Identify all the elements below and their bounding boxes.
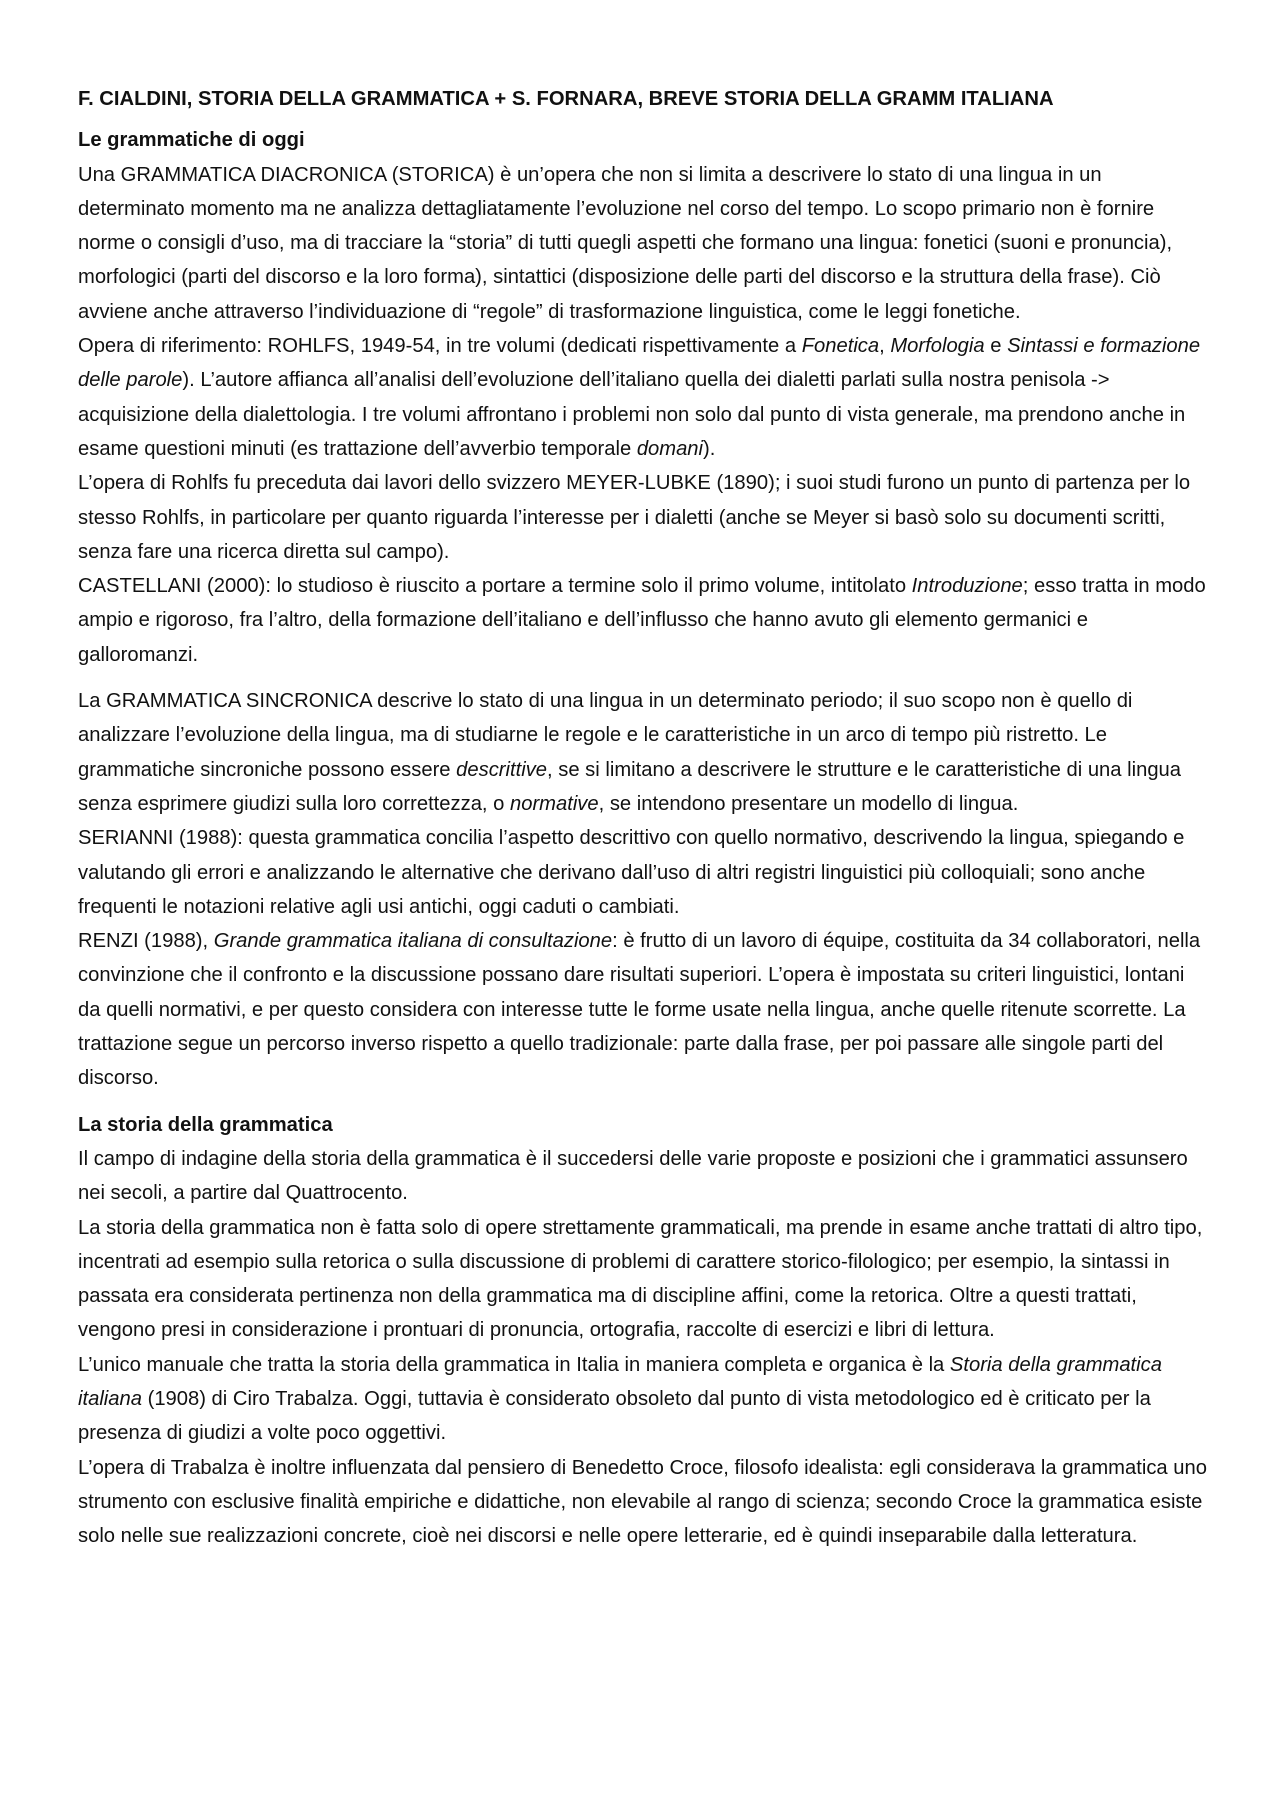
document-title: F. CIALDINI, STORIA DELLA GRAMMATICA + S. FORNARA, BREVE STORIA DELLA GRAMM ITALIANA	[78, 88, 1054, 110]
paragraph-croce: L’opera di Trabalza è inoltre influenzata dal pensiero di Benedetto Croce, filosofo idealista: egli considerava la grammatica uno strumento con esclusive finalità empiriche e didattiche, non elevabile al rango di scienza; secondo Croce la grammatica esiste solo nelle sue realizzazioni concrete, cioè nei discorsi e nelle opere letterarie, ed è quindi inseparabile dalla letteratura.	[78, 1456, 1207, 1548]
paragraph-trabalza: L’unico manuale che tratta la storia della grammatica in Italia in maniera completa e organica è la Storia della grammatica italiana (1908) di Ciro Trabalza. Oggi, tuttavia è considerato obsoleto dal punto di vista metodologico ed è criticato per la presenza di giudizi a volte poco oggettivi.	[78, 1353, 1162, 1445]
paragraph-campo-indagine: Il campo di indagine della storia della grammatica è il succedersi delle varie proposte e posizioni che i grammatici assunsero nei secoli, a partire dal Quattrocento.	[78, 1147, 1188, 1205]
paragraph-castellani: CASTELLANI (2000): lo studioso è riuscito a portare a termine solo il primo volume, intitolato Introduzione; esso tratta in modo ampio e rigoroso, fra l’altro, della formazione dell’italiano e dell’influsso che hanno avuto gli elemento germanici e galloromanzi.	[78, 575, 1206, 666]
section-heading-storia-grammatica: La storia della grammatica	[78, 1113, 333, 1136]
paragraph-meyer-lubke: L’opera di Rohlfs fu preceduta dai lavori dello svizzero MEYER-LUBKE (1890); i suoi studi furono un punto di partenza per lo stesso Rohlfs, in particolare per quanto riguarda l’interesse per i dialetti (anche se Meyer si basò solo su documenti scritti, senza fare una ricerca diretta sul campo).	[78, 472, 1191, 563]
paragraph-grammatica-diacronica: Una GRAMMATICA DIACRONICA (STORICA) è un’opera che non si limita a descrivere lo stato di una lingua in un determinato momento ma ne analizza dettagliatamente l’evoluzione nel corso del tempo. Lo scopo primario non è fornire norme o consigli d’uso, ma di tracciare la “storia” di tutti quegli aspetti che formano una lingua: fonetici (suoni e pronuncia), morfologici (parti del discorso e la loro forma), sintattici (disposizione delle parti del discorso e la struttura della frase). Ciò avviene anche attraverso l’individuazione di “regole” di trasformazione linguistica, come le leggi fonetiche.	[78, 163, 1173, 323]
paragraph-renzi: RENZI (1988), Grande grammatica italiana di consultazione: è frutto di un lavoro di équipe, costituita da 34 collaboratori, nella convinzione che il confronto e la discussione possano dare risultati superiori. L’opera è impostata su criteri linguistici, lontani da quelli normativi, e per questo considera con interesse tutte le forme usate nella lingua, anche quelle ritenute scorrette. La trattazione segue un percorso inverso rispetto a quello tradizionale: parte dalla frase, per poi passare alle singole parti del discorso.	[78, 930, 1201, 1090]
paragraph-spacer	[78, 1096, 1208, 1108]
paragraph-spacer	[78, 672, 1208, 684]
paragraph-rohlfs: Opera di riferimento: ROHLFS, 1949-54, in tre volumi (dedicati rispettivamente a Fonetica, Morfologia e Sintassi e formazione delle parole). L’autore affianca all’analisi dell’evoluzione dell’italiano quella dei dialetti parlati sulla nostra penisola -> acquisizione della dialettologia. I tre volumi affrontano i problemi non solo dal punto di vista generale, ma prendono anche in esame questioni minuti (es trattazione dell’avverbio temporale domani).	[78, 335, 1201, 460]
paragraph-serianni: SERIANNI (1988): questa grammatica concilia l’aspetto descrittivo con quello normativo, descrivendo la lingua, spiegando e valutando gli errori e analizzando le alternative che derivano dall’uso di altri registri linguistici più colloquiali; sono anche frequenti le notazioni relative agli usi antichi, oggi caduti o cambiati.	[78, 827, 1185, 918]
paragraph-grammatica-sincronica: La GRAMMATICA SINCRONICA descrive lo stato di una lingua in un determinato periodo; il suo scopo non è quello di analizzare l’evoluzione della lingua, ma di studiarne le regole e le caratteristiche in un arco di tempo più ristretto. Le grammatiche sincroniche possono essere descrittive, se si limitano a descrivere le strutture e le caratteristiche di una lingua senza esprimere giudizi sulla loro correttezza, o normative, se intendono presentare un modello di lingua.	[78, 690, 1181, 815]
paragraph-opere-grammaticali: La storia della grammatica non è fatta solo di opere strettamente grammaticali, ma prende in esame anche trattati di altro tipo, incentrati ad esempio sulla retorica o sulla discussione di problemi di carattere storico-filologico; per esempio, la sintassi in passata era considerata pertinenza non della grammatica ma di discipline affini, come la retorica. Oltre a questi trattati, vengono presi in considerazione i prontuari di pronuncia, ortografia, raccolte di esercizi e libri di lettura.	[78, 1216, 1203, 1342]
document-page	[78, 82, 1208, 1553]
section-heading-grammatiche-oggi: Le grammatiche di oggi	[78, 129, 305, 152]
